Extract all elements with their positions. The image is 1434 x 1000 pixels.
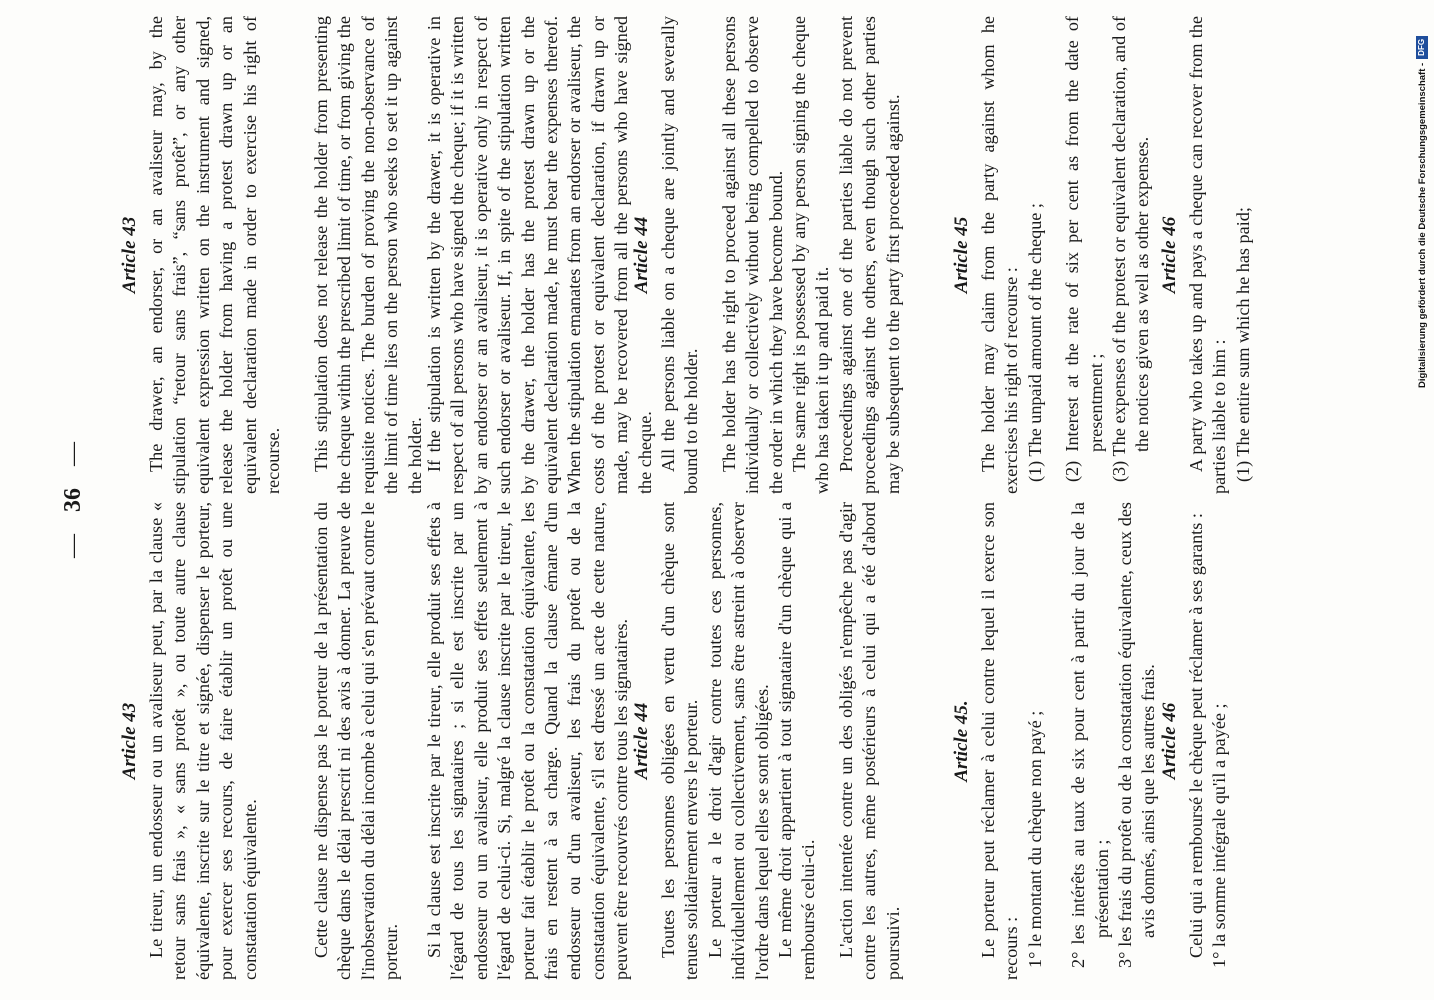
en-a43-p3-block bbox=[423, 16, 657, 494]
fr-article-46-heading: Article 46 bbox=[1159, 702, 1180, 780]
credit-text-wrapper bbox=[1416, 36, 1428, 388]
en-a43-p1: The drawer, an endorser, or an avaliseur may, by the stipulation “retour sans frais”, “sans protêt”, or any other equivalent expression written on the instrument and signed, release the holder from having a protest drawn up or an equivalent declaration made in order to exercise his right of recourse. bbox=[146, 16, 284, 494]
fr-article-44 bbox=[630, 502, 905, 980]
fr-article-44-heading: Article 44 bbox=[631, 702, 652, 780]
dfg-logo: DFG bbox=[1416, 36, 1428, 59]
page-number: 36 bbox=[60, 488, 86, 512]
fr-a44-p4: L'action intentée contre un des obligés n'empêche pas d'agir contre les autres, même postérieurs à celui qui a été d'abord poursuivi. bbox=[835, 502, 903, 980]
header-dash-right: — bbox=[60, 442, 86, 466]
en-a46-intro: A party who takes up and pays a cheque can recover from the parties liable to him : bbox=[1186, 16, 1230, 494]
fr-a43-p2-block bbox=[310, 502, 404, 980]
page-header bbox=[60, 0, 87, 1000]
en-article-44-heading: Article 44 bbox=[631, 216, 652, 294]
fr-article-43 bbox=[118, 502, 262, 980]
en-a43-p2: This stipulation does not release the holder from presenting the cheque within the prescribed limit of time, or from giving the requisite notices. The burden of proving the non-observance of the limit of time lies on the person who seeks to set it up against the holder. bbox=[311, 16, 425, 494]
fr-a45-item-3: 3° les frais du protêt ou de la constatation équivalente, ceux des avis donnés, ainsi que les autres frais. bbox=[1115, 502, 1159, 968]
en-article-45 bbox=[950, 16, 1155, 494]
en-a44-p3: The same right is possessed by any person signing the cheque who has taken it up and paid it. bbox=[789, 16, 833, 494]
en-a45-item-3: (3) The expenses of the protest or equivalent declaration, and of the notices given as well as other expenses. bbox=[1109, 16, 1153, 482]
fr-a46-intro: Celui qui a remboursé le chèque peut réclamer à ses garants : bbox=[1186, 513, 1206, 958]
en-article-46 bbox=[1158, 16, 1255, 494]
en-a44-p1: All the persons liable on a cheque are jointly and severally bound to the holder. bbox=[658, 16, 702, 494]
fr-a43-p3-block bbox=[423, 502, 634, 980]
en-a44-p2: The holder has the right to proceed against all these persons individually or collectively without being compelled to observe the order in which they have become bound. bbox=[718, 16, 786, 494]
french-column bbox=[118, 502, 1298, 980]
fr-article-43-heading: Article 43 bbox=[119, 702, 140, 780]
fr-a45-intro: Le porteur peut réclamer à celui contre lequel il exerce son recours : bbox=[978, 502, 1022, 980]
fr-a43-p2: Cette clause ne dispense pas le porteur de la présentation du chèque dans le délai prescrit ni des avis à donner. La preuve de l'inobservation du délai incombe à celui qui s'en prévaut contre le porteur. bbox=[311, 502, 402, 980]
fr-a43-p3: Si la clause est inscrite par le tireur, elle produit ses effets à l'égard de tous les signataires ; si elle est inscrite par un endosseur ou un avaliseur, elle produit ses effets seulement à l'égard de celui-ci. Si, malgré la clause inscrite par le tireur, le porteur fait établir le protêt ou la constatation équivalente, les frais en restent à sa charge. Quand la clause émane d'un endosseur ou d'un avaliseur, les frais du protêt ou de la constatation équivalente, s'il est dressé un acte de cette nature, peuvent être recouvrés contre tous les signataires. bbox=[424, 502, 632, 980]
fr-a44-p3: Le même droit appartient à tout signataire d'un chèque qui a remboursé celui-ci. bbox=[775, 502, 819, 980]
en-a44-p4: Proceedings against one of the parties liable do not prevent proceedings against the others, even though such other parties may be subsequent to the party first proceeded against. bbox=[835, 16, 903, 494]
fr-a44-p1: Toutes les personnes obligées en vertu d'un chèque sont tenues solidairement envers le porteur. bbox=[658, 502, 702, 980]
en-article-45-heading: Article 45 bbox=[951, 216, 972, 294]
fr-article-46 bbox=[1158, 502, 1232, 980]
fr-article-45 bbox=[950, 502, 1161, 980]
fr-a44-p2: Le porteur a le droit d'agir contre toutes ces personnes, individuellement ou collectivement, sans être astreint à observer l'ordre dans lequel elles se sont obligées. bbox=[704, 502, 772, 980]
header-dash-left: — bbox=[60, 534, 86, 558]
en-a45-item-1: (1) The unpaid amount of the cheque ; bbox=[1024, 203, 1045, 482]
en-a43-p2-block bbox=[310, 16, 427, 494]
en-article-43 bbox=[118, 16, 285, 494]
en-article-43-heading: Article 43 bbox=[119, 216, 140, 294]
fr-article-45-heading: Article 45. bbox=[951, 700, 972, 782]
fr-a45-item-2: 2° les intérêts au taux de six pour cent à partir du jour de la présentation ; bbox=[1068, 502, 1112, 968]
fr-a45-item-1: 1° le montant du chèque non payé ; bbox=[1024, 710, 1045, 968]
en-a45-item-2: (2) Interest at the rate of six per cent as from the date of presentment ; bbox=[1062, 16, 1106, 482]
en-a45-intro: The holder may claim from the party against whom he exercises his right of recourse : bbox=[978, 16, 1022, 494]
english-column bbox=[118, 16, 1298, 494]
digitization-credit bbox=[1416, 8, 1432, 388]
credit-text: Digitalisierung gefördert durch die Deutsche Forschungsgemeinschaft - bbox=[1416, 62, 1428, 388]
en-a43-p3: If the stipulation is written by the drawer, it is operative in respect of all persons who have signed the cheque; if it is written by an endorser or an avaliseur, it is operative only in respect of such endorser or avaliseur. If, in spite of the stipulation written by the drawer, the holder has the protest drawn up or the equivalent declaration made, he must bear the expenses thereof. When the stipulation emanates from an endorser or avaliseur, the costs of the protest or equivalent declaration, if drawn up or made, may be recovered from all the persons who have signed the cheque. bbox=[424, 16, 655, 494]
fr-a43-p1: Le tireur, un endosseur ou un avaliseur peut, par la clause « retour sans frais », « sans protêt », ou toute autre clause équivalente, inscrite sur le titre et signée, dispenser le porteur, pour exercer ses recours, de faire établir un protêt ou une constatation équivalente. bbox=[146, 502, 260, 980]
fr-a46-item-1: 1° la somme intégrale qu'il a payée ; bbox=[1209, 703, 1230, 968]
en-a46-item-1: (1) The entire sum which he has paid; bbox=[1232, 207, 1253, 482]
en-article-44 bbox=[630, 16, 905, 494]
en-article-46-heading: Article 46 bbox=[1159, 216, 1180, 294]
